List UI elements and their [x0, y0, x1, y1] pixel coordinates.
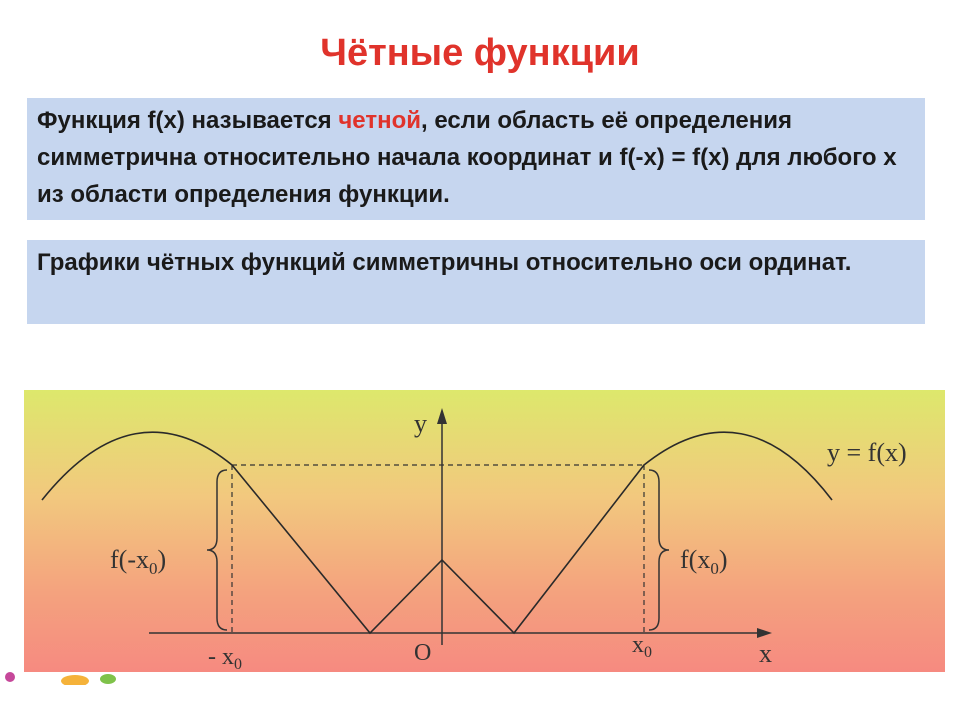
- definition-text-end: , если область её определения симметрична относительно начала координат и f(-x) = f(x) для любого x из области определения функции.: [37, 107, 897, 208]
- definition-highlight: четной: [338, 107, 421, 134]
- right-brace-icon: [649, 470, 669, 630]
- slide-title: Чётные функции: [320, 32, 640, 74]
- property-text: Графики чётных функций симметричны относительно оси ординат.: [37, 249, 852, 276]
- right-value-label: $f(x_0)$: [680, 545, 728, 578]
- function-label: y = f(x): [827, 438, 907, 467]
- right-tick-label: $x_0$: [632, 632, 652, 661]
- left-tick-label: - $x_0$: [208, 644, 242, 672]
- function-curve: [42, 432, 832, 633]
- definition-box: [27, 98, 925, 220]
- x-axis-label: x: [759, 639, 772, 668]
- y-axis-arrow-icon: [437, 408, 447, 424]
- definition-text-start: Функция f(x) называется: [37, 107, 339, 134]
- y-axis-label: y: [414, 409, 427, 438]
- origin-label: O: [414, 640, 432, 666]
- graph-svg: [24, 390, 945, 672]
- decorative-corner-icon: [0, 665, 130, 685]
- x-axis-arrow-icon: [757, 628, 772, 638]
- property-box: [27, 240, 925, 324]
- function-graph: [24, 390, 945, 672]
- left-value-label: $f(-x_0)$: [110, 545, 167, 578]
- left-brace-icon: [207, 470, 227, 630]
